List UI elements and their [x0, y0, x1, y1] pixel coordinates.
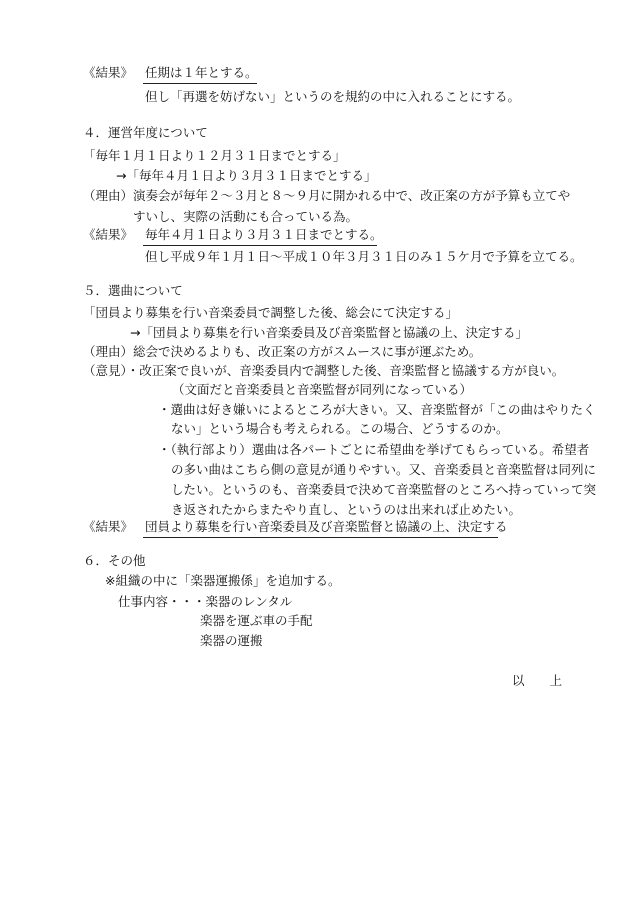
opinion-line: （意見）・改正案で良いが、音楽委員内で調整した後、音楽監督と協議する方が良い。 — [83, 363, 565, 378]
opinion-line: き返されたからまたやり直し、というのは出来れば止めたい。 — [171, 502, 522, 517]
proposed-rule: →「団員より募集を行い音楽委員及び音楽監督と協議の上、決定する」 — [130, 325, 528, 340]
section-heading: ６．その他 — [83, 553, 146, 568]
section-heading: ４．運営年度について — [83, 125, 208, 140]
reason-line: （理由）総会で決めるよりも、改正案の方がスムースに事が運ぶため。 — [83, 344, 482, 359]
duties-line: 仕事内容・・・楽器のレンタル — [118, 594, 293, 609]
duties-line: 楽器を運ぶ車の手配 — [200, 613, 313, 628]
underline — [143, 83, 257, 84]
result-note: 但し平成９年１月１日～平成１０年３月３１日のみ１５ケ月で予算を立てる。 — [145, 249, 583, 264]
result-text: 毎年４月１日より３月３１日までとする。 — [145, 227, 383, 242]
closing-mark: 以 上 — [512, 673, 563, 688]
opinion-line: ない」という場合も考えられる。この場合、どうするのか。 — [171, 421, 509, 436]
current-rule: 「団員より募集を行い音楽委員で調整した後、総会にて決定する」 — [83, 305, 459, 320]
current-rule: 「毎年１月１日より１２月３１日までとする」 — [83, 148, 346, 163]
underline — [143, 245, 377, 246]
other-item: ※組織の中に「楽器運搬係」を追加する。 — [105, 573, 341, 588]
result-label: 《結果》 — [83, 227, 134, 242]
result-text: 団員より募集を行い音楽委員及び音楽監督と協議の上、決定する — [145, 519, 508, 534]
opinion-line: ・選曲は好き嫌いによるところが大きい。又、音楽監督が「この曲はやりたく — [158, 402, 596, 417]
opinion-line: ・（執行部より）選曲は各パートごとに希望曲を挙げてもらっている。希望者 — [158, 442, 590, 457]
result-label: 《結果》 — [83, 519, 134, 534]
opinion-line: の多い曲はこちら側の意見が通りやすい。又、音楽委員と音楽監督は同列に — [171, 462, 597, 477]
result-note: 但し「再選を妨げない」というのを規約の中に入れることにする。 — [145, 89, 521, 104]
section-heading: ５．選曲について — [83, 283, 183, 298]
reason-line: （理由）演奏会が毎年２～３月と８～９月に開かれる中で、改正案の方が予算も立てや — [83, 188, 571, 203]
reason-line: すいし、実際の活動にも合っている為。 — [133, 209, 359, 224]
proposed-rule: →「毎年４月１日より３月３１日までとする」 — [116, 168, 377, 183]
duties-line: 楽器の運搬 — [200, 633, 263, 648]
opinion-line: （文面だと音楽委員と音楽監督が同列になっている） — [172, 382, 473, 397]
result-label: 《結果》 — [83, 65, 134, 80]
underline — [143, 537, 498, 538]
result-text: 任期は１年とする。 — [145, 65, 258, 80]
opinion-line: したい。というのも、音楽委員で決めて音楽監督のところへ持っていって突 — [171, 482, 597, 497]
